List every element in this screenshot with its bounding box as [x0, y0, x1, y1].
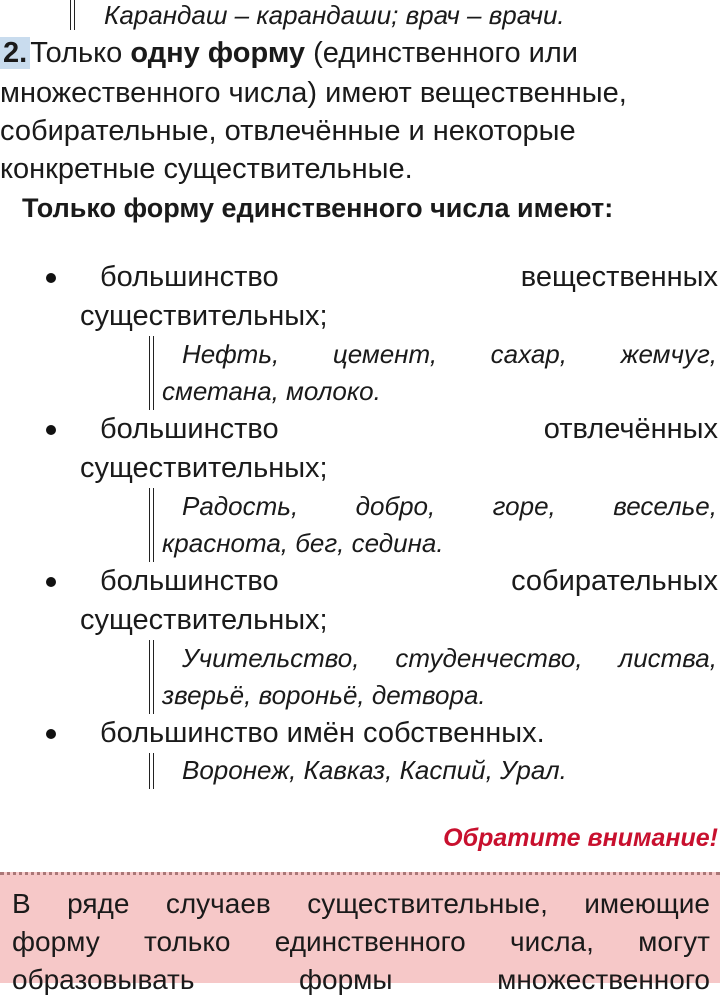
bullet-2-word-b: отвлечённых — [543, 413, 718, 445]
bullet-1-example-2: сметана, молоко. — [162, 376, 381, 406]
bullet-marker — [46, 273, 56, 283]
note-line-2: форму только единственного числа, могут — [12, 926, 710, 957]
section-line-3: собирательные, отвлечённые и некоторые — [0, 115, 576, 147]
bullet-marker — [46, 425, 56, 435]
bullet-3-line-2: существительных; — [80, 604, 328, 636]
bullet-1-word-b: вещественных — [520, 261, 718, 293]
bullet-2-line-2: существительных; — [80, 452, 328, 484]
bullet-2-line-1 — [100, 410, 718, 448]
bullet-3-example-1: Учительство, студенчество, листва, — [182, 643, 717, 673]
bullet-1-example-1: Нефть, цемент, сахар, жемчуг, — [182, 339, 717, 369]
top-example: Карандаш – карандаши; врач – врачи. — [104, 0, 565, 30]
bullet-3-word-b: собирательных — [511, 565, 718, 597]
bullet-marker — [46, 729, 56, 739]
example-bar — [149, 336, 154, 410]
bullet-2-word-a: большинство — [100, 413, 279, 445]
section-line-2: множественного числа) имеют вещественные, — [0, 77, 627, 109]
bullet-3-line-1 — [100, 562, 718, 600]
bullet-2-example-1: Радость, добро, горе, веселье, — [182, 491, 717, 521]
section-line-1 — [0, 34, 578, 72]
section-number: 2. — [0, 37, 30, 69]
quote-bar — [70, 0, 75, 30]
section-line1-pre: Только — [30, 37, 131, 69]
example-bar — [149, 488, 154, 562]
example-bar — [149, 640, 154, 714]
bullet-4-line-1: большинство имён собственных. — [100, 717, 545, 749]
bullet-4-example-1: Воронеж, Кавказ, Каспий, Урал. — [182, 755, 567, 785]
section-line1-bold: одну форму — [130, 37, 306, 69]
bullet-3-word-a: большинство — [100, 565, 279, 597]
example-bar — [149, 753, 154, 789]
bullet-1-line-1 — [100, 258, 718, 296]
bullet-2-example-2: краснота, бег, седина. — [162, 528, 444, 558]
note-line-3: образовывать формы множественного — [12, 964, 710, 995]
note-line-1: В ряде случаев существительные, имеющие — [12, 888, 710, 919]
section-line1-post: (единственного или — [305, 37, 578, 69]
section-line-4: конкретные существительные. — [0, 153, 413, 185]
note-box — [0, 872, 720, 995]
bullet-3-example-2: зверьё, вороньё, детвора. — [162, 680, 486, 710]
bullet-1-line-2: существительных; — [80, 300, 328, 332]
bullet-marker — [46, 577, 56, 587]
section-heading: Только форму единственного числа имеют: — [22, 193, 614, 223]
bullet-1-word-a: большинство — [100, 261, 279, 293]
note-title: Обратите внимание! — [443, 824, 718, 852]
